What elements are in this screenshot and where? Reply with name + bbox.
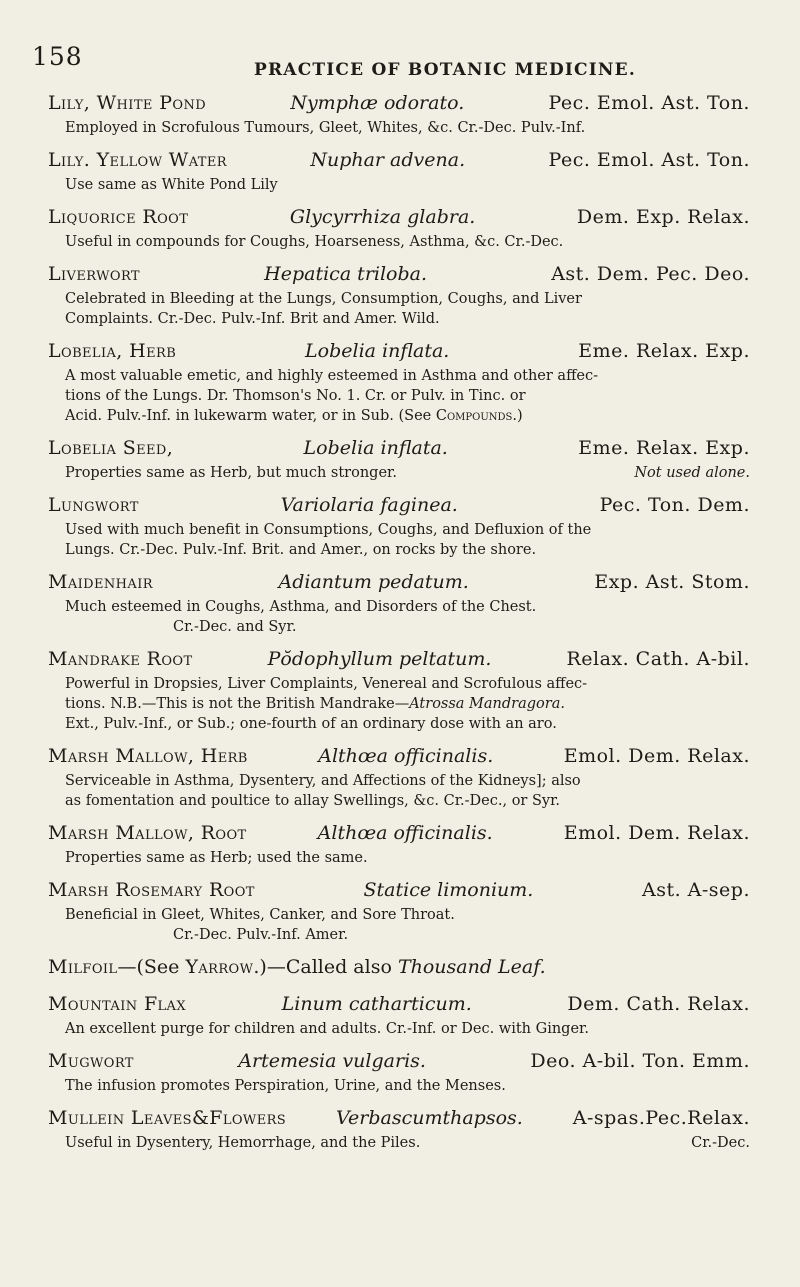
description-line: A most valuable emetic, and highly esteemed in Asthma and other affec-: [65, 368, 598, 384]
text-run: tions. N.B.—This is not the British Mandrake—: [65, 696, 410, 712]
properties: Deo. A-bil. Ton. Emm.: [530, 1050, 750, 1072]
description-line: Much esteemed in Coughs, Asthma, and Disorders of the Chest.: [65, 599, 537, 615]
description-line: Properties same as Herb; used the same.: [65, 850, 368, 866]
description-line: Celebrated in Bleeding at the Lungs, Consumption, Coughs, and Liver: [65, 291, 582, 307]
page-header: [32, 40, 766, 80]
properties: Emol. Dem. Relax.: [563, 822, 750, 844]
entry-name: Mugwort: [48, 1050, 134, 1072]
botanical-name: Statice limonium.: [363, 879, 534, 901]
botanical-name: Linum catharticum.: [281, 993, 472, 1015]
description-line: Cr.-Dec. and Syr.: [173, 619, 297, 635]
entry-name: Maidenhair: [48, 571, 153, 593]
entry-description: [65, 905, 750, 945]
entry-lily-white-pond: [48, 92, 750, 138]
entry-marsh-mallow-root: [48, 822, 750, 868]
cross-reference: Compounds: [435, 408, 513, 424]
entry-list: [48, 92, 750, 1164]
entry-description: [65, 848, 750, 868]
entry-name: Lobelia Seed,: [48, 437, 174, 459]
entry-name: Liquorice Root: [48, 206, 189, 228]
note: Not used alone.: [634, 465, 750, 481]
entry-description: [65, 289, 750, 329]
entry-maidenhair: [48, 571, 750, 637]
description-line: Serviceable in Asthma, Dysentery, and Affections of the Kidneys]; also: [65, 773, 581, 789]
alternate-name: Thousand Leaf.: [397, 956, 546, 978]
entry-lungwort: [48, 494, 750, 560]
properties: Dem. Exp. Relax.: [576, 206, 750, 228]
botanical-name: Variolaria faginea.: [280, 494, 458, 516]
description-line: Cr.-Dec. Pulv.-Inf. Amer.: [173, 927, 349, 943]
entry-lobelia-herb: [48, 340, 750, 426]
entry-description: [65, 771, 750, 811]
description-line: Useful in compounds for Coughs, Hoarseness, Asthma, &c. Cr.-Dec.: [65, 234, 564, 250]
properties: Ast. A-sep.: [641, 879, 750, 901]
properties: Pec. Emol. Ast. Ton.: [548, 149, 750, 171]
text-run: Acid. Pulv.-Inf. in lukewarm water, or in Sub. (See: [65, 408, 436, 424]
entry-liquorice-root: [48, 206, 750, 252]
description-line: Complaints. Cr.-Dec. Pulv.-Inf. Brit and Amer. Wild.: [65, 311, 440, 327]
description-line: Powerful in Dropsies, Liver Complaints, Venereal and Scrofulous affec-: [65, 676, 588, 692]
botanical-name: Lobelia inflata.: [303, 437, 448, 459]
botanical-reference: Atrossa Mandragora.: [409, 696, 565, 712]
entry-liverwort: [48, 263, 750, 329]
page-number: 158: [32, 42, 83, 71]
properties: Pec. Ton. Dem.: [599, 494, 750, 516]
entry-name: Marsh Mallow, Herb: [48, 745, 248, 767]
botanical-name: Glycyrrhiza glabra.: [289, 206, 476, 228]
description-line: The infusion promotes Perspiration, Urine, and the Menses.: [65, 1078, 506, 1094]
entry-mugwort: [48, 1050, 750, 1096]
entry-name: Mandrake Root: [48, 648, 193, 670]
botanical-name: Althœa officinalis.: [318, 745, 494, 767]
text-run: .): [512, 408, 523, 424]
properties: Ast. Dem. Pec. Deo.: [551, 263, 750, 285]
description-line: Ext., Pulv.-Inf., or Sub.; one-fourth of an ordinary dose with an aro.: [65, 716, 557, 732]
text-run: .)—Called also: [253, 956, 398, 978]
description-line: Used with much benefit in Consumptions, Coughs, and Defluxion of the: [65, 522, 592, 538]
entry-description: [65, 1133, 750, 1153]
properties: Emol. Dem. Relax.: [563, 745, 750, 767]
entry-mandrake-root: [48, 648, 750, 734]
description-line: Lungs. Cr.-Dec. Pulv.-Inf. Brit. and Amer., on rocks by the shore.: [65, 542, 537, 558]
botanical-name: Adiantum pedatum.: [278, 571, 469, 593]
entry-name: Lungwort: [48, 494, 139, 516]
cross-reference: Yarrow: [185, 956, 254, 978]
description-line: [65, 463, 750, 483]
entry-description: [65, 463, 750, 483]
entry-milfoil: [48, 956, 750, 982]
entry-name: Mountain Flax: [48, 993, 187, 1015]
description-line: [65, 1133, 750, 1153]
entry-description: [65, 597, 750, 637]
botanical-name: Althœa officinalis.: [317, 822, 493, 844]
text-run: Useful in Dysentery, Hemorrhage, and the Piles.: [65, 1135, 421, 1151]
text-run: Properties same as Herb, but much stronger.: [65, 465, 397, 481]
entry-marsh-mallow-herb: [48, 745, 750, 811]
description-line: tions of the Lungs. Dr. Thomson's No. 1. Cr. or Pulv. in Tinc. or: [65, 388, 526, 404]
botanical-name: Lobelia inflata.: [305, 340, 450, 362]
properties: Exp. Ast. Stom.: [594, 571, 750, 593]
entry-marsh-rosemary-root: [48, 879, 750, 945]
description-line: as fomentation and poultice to allay Swellings, &c. Cr.-Dec., or Syr.: [65, 793, 561, 809]
properties: Pec. Emol. Ast. Ton.: [548, 92, 750, 114]
description-line: Beneficial in Gleet, Whites, Canker, and Sore Throat.: [65, 907, 455, 923]
entry-description: [65, 1019, 750, 1039]
botanical-name: Hepatica triloba.: [264, 263, 428, 285]
properties: Relax. Cath. A-bil.: [566, 648, 750, 670]
entry-name: Marsh Mallow, Root: [48, 822, 247, 844]
properties: Dem. Cath. Relax.: [567, 993, 750, 1015]
botanical-name: Artemesia vulgaris.: [238, 1050, 426, 1072]
entry-lily-yellow-water: [48, 149, 750, 195]
entry-name: Lily. Yellow Water: [48, 149, 227, 171]
botanical-name: Verbascumthapsos.: [336, 1107, 523, 1129]
entry-description: [65, 674, 750, 734]
entry-name: Lobelia, Herb: [48, 340, 177, 362]
entry-name: Lily, White Pond: [48, 92, 207, 114]
entry-name: Mullein Leaves&Flowers: [48, 1107, 287, 1129]
entry-description: [65, 1076, 750, 1096]
entry-description: [65, 520, 750, 560]
text-run: Cr.-Dec.: [691, 1135, 750, 1151]
entry-description: [65, 366, 750, 426]
entry-name: Milfoil: [48, 956, 118, 978]
description-line: Use same as White Pond Lily: [65, 177, 278, 193]
entry-lobelia-seed: [48, 437, 750, 483]
description-line: [65, 406, 750, 426]
properties: A-spas.Pec.Relax.: [572, 1107, 750, 1129]
entry-description: [65, 118, 750, 138]
entry-description: [65, 175, 750, 195]
botanical-name: Nuphar advena.: [310, 149, 466, 171]
properties: Eme. Relax. Exp.: [578, 437, 750, 459]
properties: Eme. Relax. Exp.: [578, 340, 750, 362]
description-line: [65, 694, 750, 714]
description-line: An excellent purge for children and adults. Cr.-Inf. or Dec. with Ginger.: [65, 1021, 589, 1037]
running-head: PRACTICE OF BOTANIC MEDICINE.: [254, 60, 636, 80]
text-run: —(See: [117, 956, 186, 978]
botanical-name: Nymphæ odorato.: [290, 92, 465, 114]
entry-description: [65, 232, 750, 252]
entry-name: Marsh Rosemary Root: [48, 879, 255, 901]
entry-mullein: [48, 1107, 750, 1153]
entry-mountain-flax: [48, 993, 750, 1039]
entry-name: Liverwort: [48, 263, 140, 285]
description-line: Employed in Scrofulous Tumours, Gleet, Whites, &c. Cr.-Dec. Pulv.-Inf.: [65, 120, 586, 136]
botanical-name: Pŏdophyllum peltatum.: [267, 648, 492, 670]
